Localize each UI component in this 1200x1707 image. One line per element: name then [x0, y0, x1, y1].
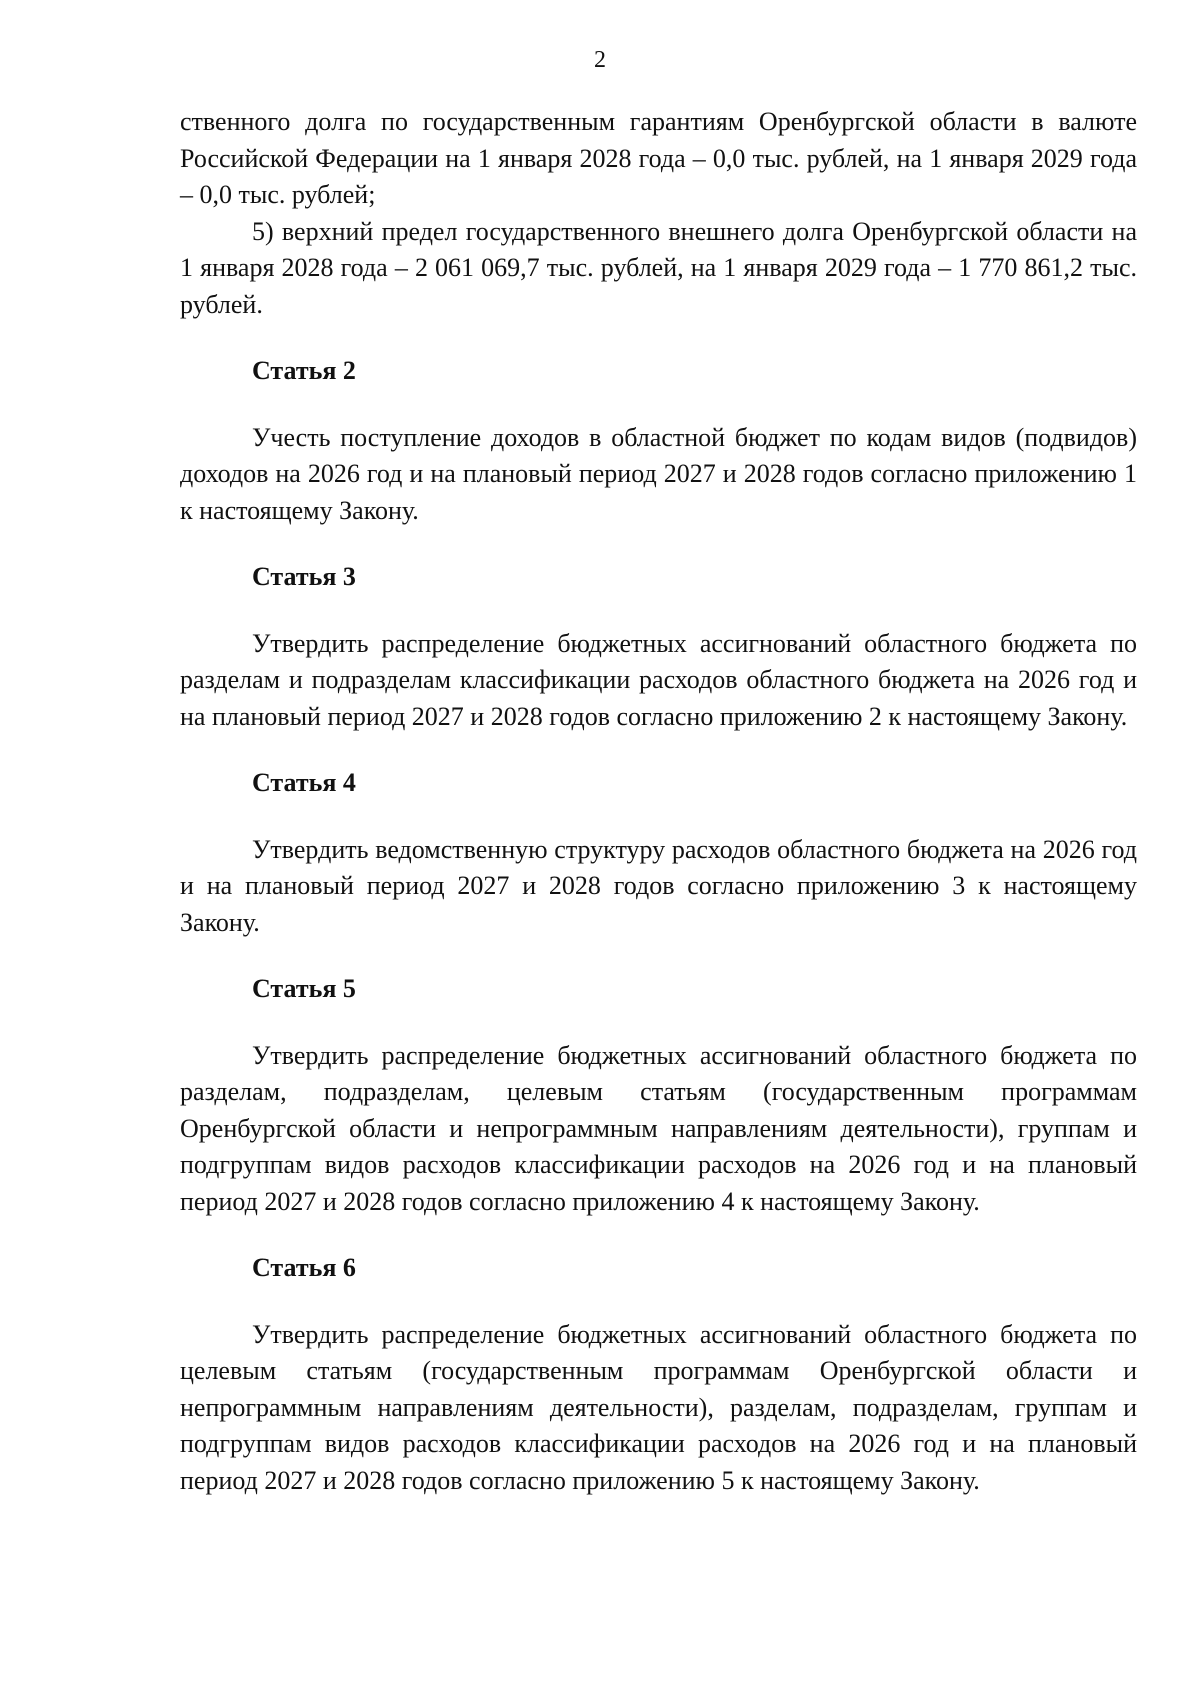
article-4-text: Утвердить ведомственную структуру расходов областного бюджета на 2026 год и на плановый период 2027 и 2028 годов согласно приложению 3 к настоящему Закону. — [180, 834, 1137, 937]
article-6-heading: Статья 6 — [252, 1253, 356, 1282]
article-5-text: Утвердить распределение бюджетных ассигнований областного бюджета по разделам, подразделам, целевым статьям (государственным программам Оренбургской области и непрограммным направлениям деятельности), группам и подгруппам видов расходов классификации расходов на 2026 год и на плановый период 2027 и 2028 годов согласно приложению 4 к настоящему Закону. — [180, 1040, 1137, 1216]
article-2-text: Учесть поступление доходов в областной бюджет по кодам видов (подвидов) доходов на 2026 год и на плановый период 2027 и 2028 годов согласно приложению 1 к настоящему Закону. — [180, 422, 1137, 525]
continued-paragraph: ственного долга по государственным гарантиям Оренбургской области в валюте Российской Федерации на 1 января 2028 года – 0,0 тыс. рублей, на 1 января 2029 года – 0,0 тыс. рублей; — [180, 107, 1137, 209]
page-number: 2 — [594, 47, 606, 73]
article-4-heading: Статья 4 — [252, 768, 356, 797]
article-3-text: Утвердить распределение бюджетных ассигнований областного бюджета по разделам и подразделам классификации расходов областного бюджета на 2026 год и на плановый период 2027 и 2028 годов согласно приложению 2 к настоящему Закону. — [180, 628, 1137, 731]
article-6-text: Утвердить распределение бюджетных ассигнований областного бюджета по целевым статьям (государственным программам Оренбургской области и непрограммным направлениям деятельности), разделам, подразделам, группам и подгруппам видов расходов классификации расходов на 2026 год и на плановый период 2027 и 2028 годов согласно приложению 5 к настоящему Закону. — [180, 1319, 1137, 1495]
article-2-heading: Статья 2 — [252, 356, 356, 385]
document-body — [180, 104, 1137, 1499]
article-3-heading: Статья 3 — [252, 562, 356, 591]
article-5-heading: Статья 5 — [252, 974, 356, 1003]
list-item-5: 5) верхний предел государственного внешнего долга Оренбургской области на 1 января 2028 года – 2 061 069,7 тыс. рублей, на 1 января 2029 года – 1 770 861,2 тыс. рублей. — [180, 216, 1137, 319]
